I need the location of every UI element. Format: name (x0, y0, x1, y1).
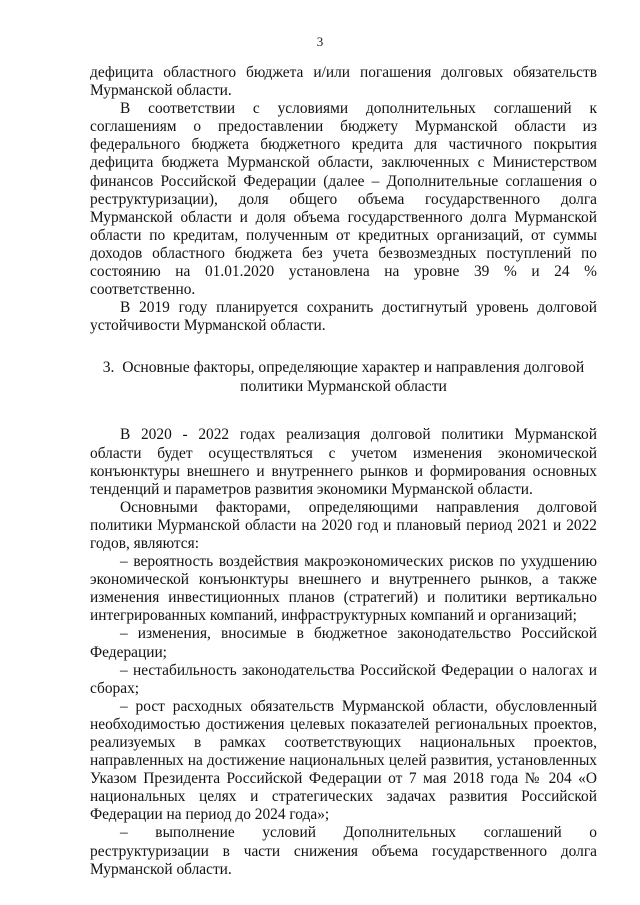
paragraph-main-factors-intro: Основными факторами, определяющими направления долговой политики Мурманской области на 2020 год и плановый период 2021 и 2022 годов, являются: (90, 498, 597, 552)
list-item-macro-risks: – вероятность воздействия макроэкономических рисков по ухудшению экономической конъюнктуры внешнего и внутреннего рынков, а также изменения инвестиционных планов (стратегий) и политики вертикально интегрированных компаний, инфраструктурных компаний и организаций; (90, 553, 597, 625)
list-item-restructuring-conditions: – выполнение условий Дополнительных соглашений о реструктуризации в части снижения объема государственного долга Мурманской области. (90, 824, 597, 878)
paragraph-continuation: дефицита областного бюджета и/или погашения долговых обязательств Мурманской области. (90, 64, 597, 100)
paragraph-policy-implementation: В 2020 - 2022 годах реализация долговой политики Мурманской области будет осуществляться с учетом изменения экономической конъюнктуры внешнего и внутреннего рынков и формирования основных тенденций и параметров развития экономики Мурманской области. (90, 426, 597, 498)
paragraph-restructuring-agreements: В соответствии с условиями дополнительных соглашений к соглашениям о предоставлении бюджету Мурманской области из федерального бюджета бюджетного кредита для частичного покрытия дефицита бюджета Мурманской области, заключенных с Министерством финансов Российской Федерации (далее – Дополнительные соглашения о реструктуризации), доля общего объема государственного долга Мурманской области и доля объема государственного долга Мурманской области по кредитам, полученным от кредитных организаций, от суммы доходов областного бюджета без учета безвозмездных поступлений по состоянию на 01.01.2020 установлена на уровне 39 % и 24 % соответственно. (90, 100, 597, 299)
section-heading (90, 358, 597, 396)
page-number: 3 (316, 34, 324, 49)
section-number: 3. (102, 359, 115, 377)
section-heading-line2: политики Мурманской области (240, 378, 447, 396)
list-item-expenditure-growth: – рост расходных обязательств Мурманской области, обусловленный необходимостью достижения целевых показателей региональных проектов, реализуемых в рамках соответствующих национальных проектов, направленных на достижение национальных целей развития, установленных Указом Президента Российской Федерации от 7 мая 2018 года № 204 «О национальных целях и стратегических задачах развития Российской Федерации на период до 2024 года»; (90, 697, 597, 824)
paragraph-debt-sustainability: В 2019 году планируется сохранить достигнутый уровень долговой устойчивости Мурманской области. (90, 299, 597, 335)
section-heading-line1: Основные факторы, определяющие характер и направления долговой (122, 359, 585, 377)
list-item-budget-legislation: – изменения, вносимые в бюджетное законодательство Российской Федерации; (90, 625, 597, 661)
list-item-tax-legislation: – нестабильность законодательства Российской Федерации о налогах и сборах; (90, 661, 597, 697)
document-body (90, 64, 597, 879)
